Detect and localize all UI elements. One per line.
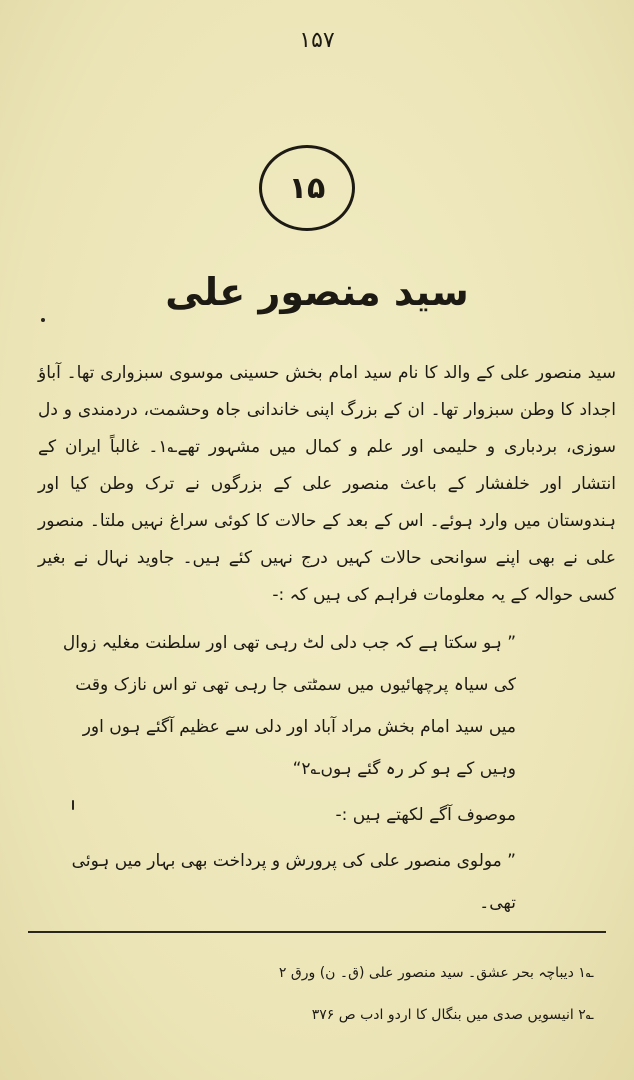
block-quote: ” مولوی منصور علی کی پرورش و پرداخت بھی بہار میں ہوئی تھی۔ — [71, 851, 516, 913]
footnote-divider — [28, 931, 606, 933]
page-number: ۱۵۷ — [299, 28, 335, 53]
ink-speck — [41, 318, 45, 322]
chapter-title: سید منصور علی — [165, 270, 469, 314]
footnote: ؎۲ انیسویں صدی میں بنگال کا اردو ادب ص ۳۷۶ — [311, 1007, 594, 1023]
chapter-number-circle — [259, 145, 355, 231]
paragraph: سید منصور علی کے والد کا نام سید امام بخش حسینی موسوی سبزواری تھا۔ آباؤ اجداد کا وطن سبزوار تھا۔ ان کے بزرگ اپنی خاندانی جاہ وحشمت، دردمندی و دل سوزی، بردباری و حلیمی اور علم و کمال میں مشہور تھے؎۱۔ غالباً ایران کے انتشار اور خلفشار کے باعث منصور علی کے بزرگوں نے ترک وطن کیا اور ہندوستان میں وارد ہوئے۔ اس کے بعد کے حالات کا کوئی سراغ نہیں ملتا۔ منصور علی نے بھی اپنے سوانحی حالات کہیں درج نہیں کئے ہیں۔ جاوید نہال نے بغیر کسی حوالہ کے یہ معلومات فراہم کی ہیں کہ :- — [38, 363, 617, 605]
chapter-number: ۱۵ — [288, 170, 326, 206]
ink-speck — [72, 800, 74, 810]
block-quote: ” ہو سکتا ہے کہ جب دلی لٹ رہی تھی اور سلطنت مغلیہ زوال کی سیاہ پرچھائیوں میں سمٹتی جا رہی تھی تو اس نازک وقت میں سید امام بخش مراد آباد اور دلی سے عظیم آگئے ہوں اور وہیں کے ہو کر رہ گئے ہوں؎۲“ — [62, 633, 516, 779]
body-text — [38, 355, 616, 924]
footnote: ؎۱ دیباچہ بحر عشق۔ سید منصور علی (ق۔ ن) ورق ۲ — [278, 965, 594, 981]
quote-lead-in: موصوف آگے لکھتے ہیں :- — [335, 805, 516, 825]
footnotes — [40, 965, 594, 1049]
